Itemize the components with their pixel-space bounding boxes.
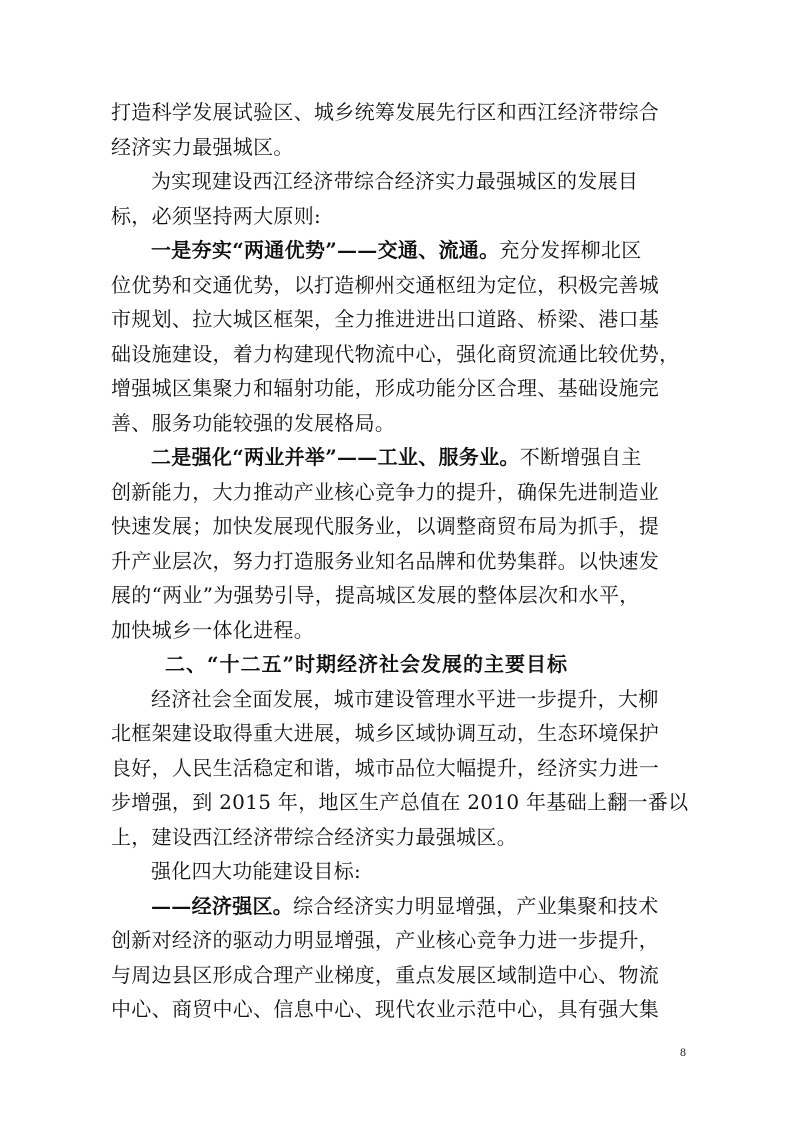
line-text: 市规划、拉大城区框架，全力推进进出口道路、桥梁、港口基 (111, 307, 660, 331)
line-text: 标，必须坚持两大原则: (111, 203, 322, 228)
line-text: 经济社会全面发展，城市建设管理水平进一步提升，大柳 (151, 686, 659, 711)
section-heading (111, 647, 697, 682)
line-text: 不断增强自主 (519, 445, 642, 469)
text-line (111, 509, 697, 544)
bold-lead-text: 一是夯实“两通优势”——交通、流通。 (151, 238, 500, 262)
line-text: 强化四大功能建设目标: (151, 859, 362, 883)
line-text: 打造科学发展试验区、城乡统筹发展先行区和西江经济带综合 (111, 100, 660, 124)
text-line (111, 268, 697, 303)
text-line (111, 199, 697, 234)
text-line (111, 371, 697, 406)
bold-lead-text: 二是强化“两业并举”——工业、服务业。 (151, 445, 520, 469)
text-line (111, 820, 697, 855)
page-number: 8 (680, 1045, 686, 1059)
line-text: 增强城区集聚力和辐射功能，形成功能分区合理、基础设施完 (111, 376, 660, 400)
line-text: 创新对经济的驱动力明显增强，产业核心竞争力进一步提升， (111, 928, 660, 952)
text-line (111, 406, 697, 441)
text-line (111, 475, 697, 510)
line-text: 升产业层次，努力打造服务业知名品牌和优势集群。以快速发 (111, 548, 660, 573)
line-text: 础设施建设，着力构建现代物流中心，强化商贸流通比较优势， (111, 341, 680, 366)
line-text: 创新能力，大力推动产业核心竞争力的提升，确保先进制造业 (111, 479, 660, 504)
text-line (111, 854, 697, 889)
line-text: 快速发展；加快发展现代服务业，以调整商贸布局为抓手，提 (111, 514, 660, 538)
text-line (111, 233, 697, 268)
line-text: 中心、商贸中心、信息中心、现代农业示范中心，具有强大集 (111, 997, 660, 1021)
line-text: 善、服务功能较强的发展格局。 (111, 410, 396, 435)
line-text: 综合经济实力明显增强，产业集聚和技术 (293, 893, 659, 918)
text-line (111, 682, 697, 717)
text-line (111, 337, 697, 372)
line-text: 充分发挥柳北区 (499, 238, 642, 262)
heading-text: 二、“十二五”时期经济社会发展的主要目标 (165, 652, 569, 676)
line-text: 加快城乡一体化进程。 (111, 617, 314, 642)
text-line (111, 785, 697, 820)
line-text: 上，建设西江经济带综合经济实力最强城区。 (111, 824, 517, 849)
line-text: 与周边县区形成合理产业梯度，重点发展区域制造中心、物流 (111, 962, 660, 987)
text-line (111, 302, 697, 337)
text-line (111, 889, 697, 924)
body-text (111, 95, 697, 1027)
text-line (111, 578, 697, 613)
line-text: 为实现建设西江经济带综合经济实力最强城区的发展目 (151, 169, 639, 193)
line-text: 北框架建设取得重大进展，城乡区域协调互动，生态环境保护 (111, 721, 660, 745)
line-text: 步增强，到 2015 年，地区生产总值在 2010 年基础上翻一番以 (111, 790, 689, 814)
text-line (111, 130, 697, 165)
text-line (111, 958, 697, 993)
text-line (111, 716, 697, 751)
text-line (111, 923, 697, 958)
line-text: 位优势和交通优势，以打造柳州交通枢纽为定位，积极完善城 (111, 272, 660, 297)
line-text: 良好，人民生活稳定和谐，城市品位大幅提升，经济实力进一 (111, 755, 660, 780)
text-line (111, 95, 697, 130)
text-line (111, 751, 697, 786)
text-line (111, 544, 697, 579)
text-line (111, 613, 697, 648)
text-line (111, 440, 697, 475)
bold-lead-text: ——经济强区。 (151, 893, 294, 918)
text-line (111, 992, 697, 1027)
line-text: 展的“两业”为强势引导，提高城区发展的整体层次和水平， (111, 583, 640, 607)
line-text: 经济实力最强城区。 (111, 134, 294, 159)
text-line (111, 164, 697, 199)
